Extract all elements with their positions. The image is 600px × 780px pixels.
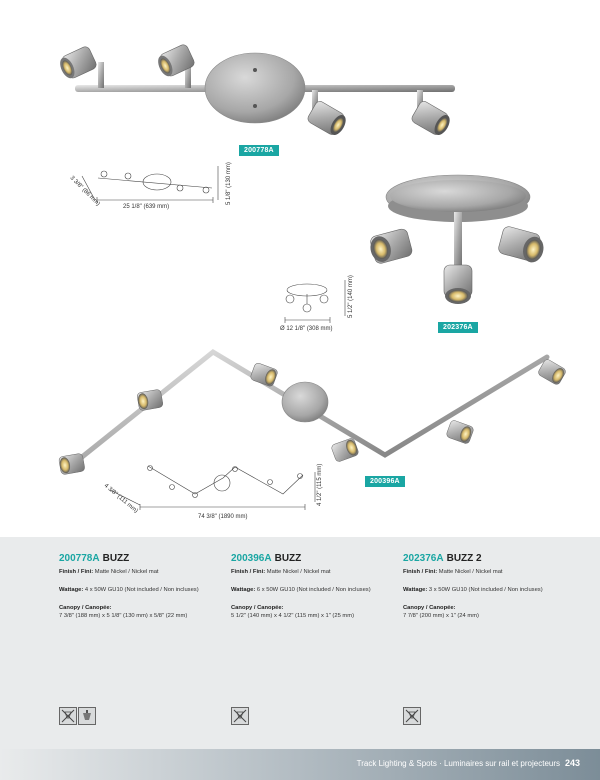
fixture-200396a-photo: [58, 352, 566, 475]
wattage-line: [403, 586, 568, 594]
product-code: 200396A: [231, 553, 272, 564]
canopy-value: 5 1/2" (140 mm) x 4 1/2" (115 mm) x 1" (25 mm): [231, 613, 355, 619]
dim-200778a-height: 5 1/8" (130 mm): [226, 162, 232, 205]
no-bulb-icon: [59, 707, 77, 725]
fixture-202376a-photo: [367, 175, 547, 304]
wattage-value: 3 x 50W GU10 (Not included / Non incluses): [428, 587, 543, 593]
wattage-line: [59, 586, 224, 594]
dim-200396a-depth: 4 3/8" (111 mm): [102, 482, 139, 515]
finish-label: Finish / Fini:: [403, 569, 438, 575]
dim-200396a-height: 4 1/2" (115 mm): [317, 463, 323, 506]
wattage-label: Wattage:: [403, 587, 428, 593]
dim-200778a-width: 25 1/8" (639 mm): [123, 204, 170, 210]
no-bulb-icon: [403, 707, 421, 725]
fixture-200778a-diagram: [82, 166, 218, 203]
canopy-label: Canopy / Canopée:: [231, 605, 284, 611]
fixture-200778a-photo: [57, 43, 455, 138]
page-number: 243: [564, 758, 580, 768]
finish-value: Matte Nickel / Nickel mat: [438, 569, 503, 575]
product-title: [231, 553, 396, 564]
wattage-value: 4 x 50W GU10 (Not included / Non incluses): [84, 587, 199, 593]
fixture-202376a-diagram: [285, 280, 345, 323]
product-name: BUZZ: [274, 553, 302, 564]
finish-value: Matte Nickel / Nickel mat: [94, 569, 159, 575]
dim-200396a-width: 74 3/8" (1890 mm): [198, 514, 248, 520]
canopy-label: Canopy / Canopée:: [59, 605, 112, 611]
spec-column-202376a: [403, 553, 568, 620]
dim-202376a-width: Ø 12 1/8" (308 mm): [280, 326, 333, 332]
product-code: 202376A: [403, 553, 444, 564]
fixture-200396a-diagram: [110, 466, 315, 511]
spec-column-200396a: [231, 553, 396, 620]
product-name: BUZZ: [102, 553, 130, 564]
finish-value: Matte Nickel / Nickel mat: [266, 569, 331, 575]
canopy-value: 7 7/8" (200 mm) x 1" (24 mm): [403, 613, 479, 619]
finish-line: [403, 568, 568, 576]
wattage-line: [231, 586, 396, 594]
canopy-value: 7 3/8" (188 mm) x 5 1/8" (130 mm) x 5/8" (22 mm): [59, 613, 188, 619]
finish-label: Finish / Fini:: [59, 569, 94, 575]
dim-200778a-depth: 3 3/8" (86 mm): [68, 175, 101, 208]
lamp-type-icon: [78, 707, 96, 725]
dim-202376a-height: 5 1/2" (140 mm): [348, 275, 354, 318]
wattage-value: 6 x 50W GU10 (Not included / Non incluses): [256, 587, 371, 593]
footer-section-title: Track Lighting & Spots · Luminaires sur rail et projecteurs: [356, 759, 560, 768]
product-title: [403, 553, 568, 564]
badge-200778a: 200778A: [239, 145, 279, 156]
spec-column-200778a: [59, 553, 224, 620]
finish-line: [231, 568, 396, 576]
product-title: [59, 553, 224, 564]
badge-202376a: 202376A: [438, 322, 478, 333]
finish-line: [59, 568, 224, 576]
product-code: 200778A: [59, 553, 100, 564]
no-bulb-icon: [231, 707, 249, 725]
badge-200396a: 200396A: [365, 476, 405, 487]
page-footer: [0, 749, 600, 780]
canopy-label: Canopy / Canopée:: [403, 605, 456, 611]
wattage-label: Wattage:: [231, 587, 256, 593]
product-name: BUZZ 2: [446, 553, 482, 564]
wattage-label: Wattage:: [59, 587, 84, 593]
finish-label: Finish / Fini:: [231, 569, 266, 575]
